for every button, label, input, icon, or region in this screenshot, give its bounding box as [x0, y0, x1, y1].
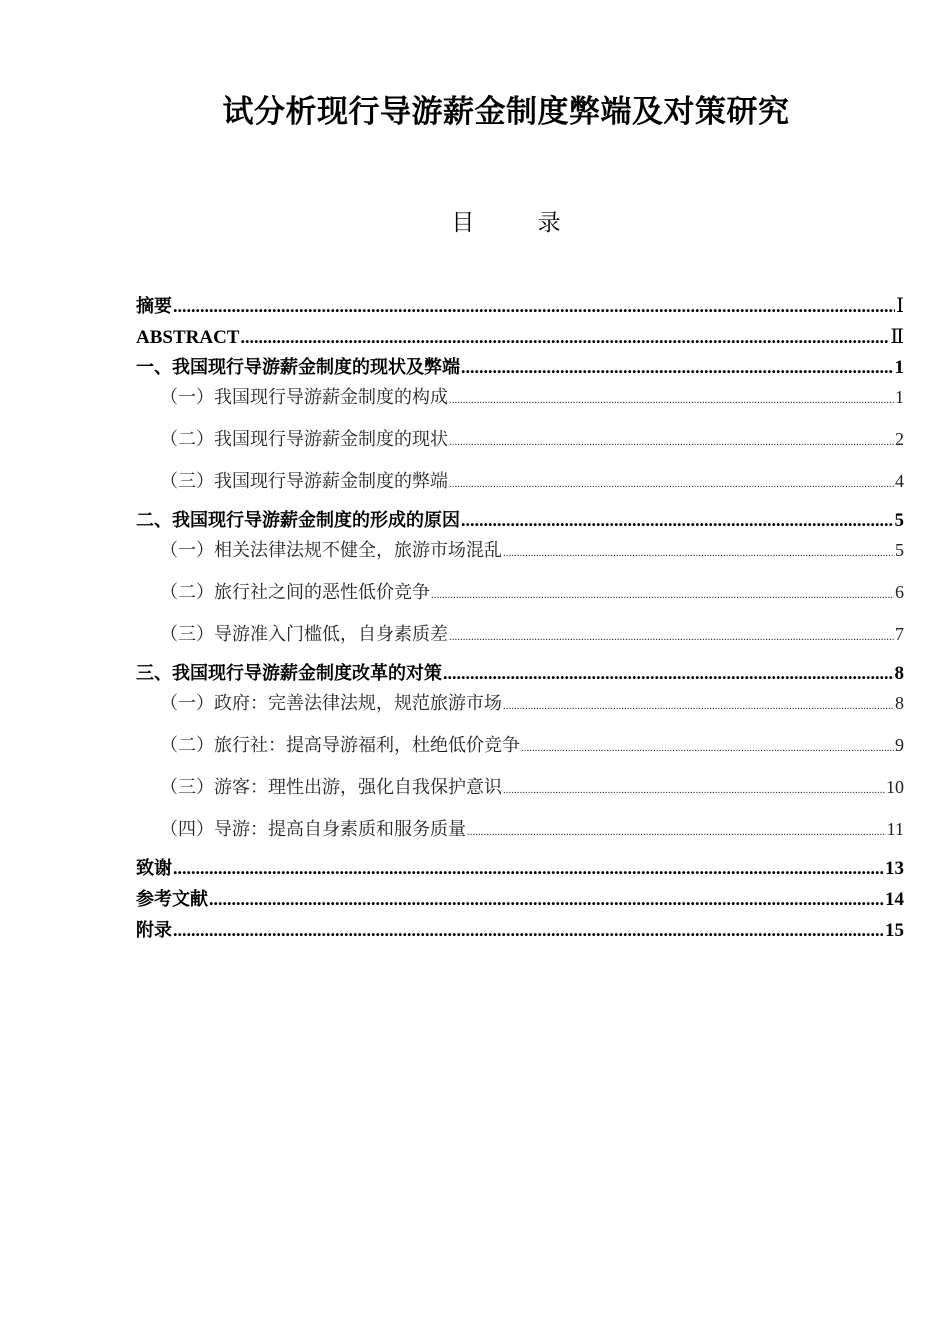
toc-page-number: 6 [895, 582, 904, 602]
document-title: 试分析现行导游薪金制度弊端及对策研究 [222, 94, 790, 130]
toc-entry-label: （二）旅行社：提高导游福利，杜绝低价竞争 [160, 735, 520, 756]
toc-dot-leader [449, 426, 894, 456]
toc-entry-label: （一）政府：完善法律法规，规范旅游市场 [160, 693, 502, 714]
toc-page-number: 1 [894, 357, 904, 378]
toc-page-number: 8 [895, 693, 904, 713]
toc-entry-abstract-cn[interactable] [136, 290, 904, 321]
table-of-contents [136, 290, 904, 946]
toc-dot-leader [449, 468, 894, 498]
toc-dot-leader [443, 658, 894, 689]
toc-entry-label: 一、我国现行导游薪金制度的现状及弊端 [136, 357, 460, 378]
toc-entry-section-1-2[interactable] [136, 425, 904, 467]
toc-dot-leader [503, 537, 894, 567]
toc-page-number: 10 [886, 777, 904, 797]
toc-entry-section-3-2[interactable] [136, 731, 904, 773]
toc-dot-leader [467, 816, 886, 846]
toc-page-number: 14 [885, 889, 904, 910]
toc-dot-leader [503, 690, 894, 720]
toc-entry-label: 摘要 [136, 296, 172, 317]
toc-page-number: 13 [885, 858, 904, 879]
toc-dot-leader [173, 915, 884, 946]
toc-dot-leader [461, 352, 894, 383]
toc-entry-chapter-3[interactable] [136, 658, 904, 689]
toc-dot-leader [461, 505, 894, 536]
toc-entry-references[interactable] [136, 884, 904, 915]
toc-entry-label: 附录 [136, 920, 172, 941]
toc-entry-label: （三）我国现行导游薪金制度的弊端 [160, 471, 448, 492]
toc-entry-label: （一）相关法律法规不健全，旅游市场混乱 [160, 540, 502, 561]
toc-page-number: 9 [895, 735, 904, 755]
toc-page-number: 15 [885, 920, 904, 941]
toc-entry-chapter-2[interactable] [136, 505, 904, 536]
toc-dot-leader [449, 621, 894, 651]
toc-page-number: 2 [895, 429, 904, 449]
toc-entry-label: 参考文献 [136, 889, 208, 910]
toc-dot-leader [173, 291, 895, 321]
toc-entry-acknowledgements[interactable] [136, 853, 904, 884]
toc-heading: 目 录 [451, 210, 589, 236]
toc-entry-section-1-1[interactable] [136, 383, 904, 425]
toc-entry-abstract-en[interactable] [136, 321, 904, 352]
toc-page-number: 5 [894, 510, 904, 531]
toc-entry-label: 二、我国现行导游薪金制度的形成的原因 [136, 510, 460, 531]
toc-dot-leader [449, 384, 894, 414]
toc-entry-section-3-3[interactable] [136, 773, 904, 815]
toc-page-number: Ⅱ [890, 324, 904, 348]
toc-page-number: 1 [895, 387, 904, 407]
toc-dot-leader [503, 774, 885, 804]
toc-entry-label: ABSTRACT [136, 327, 240, 348]
toc-entry-section-3-1[interactable] [136, 689, 904, 731]
toc-page-number: 5 [895, 540, 904, 560]
toc-page-number: 7 [895, 624, 904, 644]
toc-entry-appendix[interactable] [136, 915, 904, 946]
toc-entry-section-1-3[interactable] [136, 467, 904, 505]
toc-page-number: 11 [886, 819, 904, 839]
toc-entry-label: （二）我国现行导游薪金制度的现状 [160, 429, 448, 450]
toc-page-number: 8 [894, 663, 904, 684]
toc-entry-label: 三、我国现行导游薪金制度改革的对策 [136, 663, 442, 684]
toc-entry-section-2-2[interactable] [136, 578, 904, 620]
toc-dot-leader [431, 579, 894, 609]
toc-dot-leader [240, 322, 889, 352]
toc-dot-leader [209, 884, 884, 915]
toc-entry-label: （二）旅行社之间的恶性低价竞争 [160, 582, 430, 603]
toc-entry-label: （三）导游准入门槛低，自身素质差 [160, 624, 448, 645]
toc-dot-leader [173, 853, 884, 884]
toc-page-number: 4 [895, 471, 904, 491]
toc-dot-leader [521, 732, 894, 762]
toc-entry-section-3-4[interactable] [136, 815, 904, 853]
toc-entry-label: （一）我国现行导游薪金制度的构成 [160, 387, 448, 408]
toc-entry-label: （四）导游：提高自身素质和服务质量 [160, 819, 466, 840]
toc-page-number: Ⅰ [896, 293, 904, 317]
toc-entry-section-2-1[interactable] [136, 536, 904, 578]
toc-entry-section-2-3[interactable] [136, 620, 904, 658]
toc-entry-chapter-1[interactable] [136, 352, 904, 383]
toc-entry-label: 致谢 [136, 858, 172, 879]
toc-entry-label: （三）游客：理性出游，强化自我保护意识 [160, 777, 502, 798]
